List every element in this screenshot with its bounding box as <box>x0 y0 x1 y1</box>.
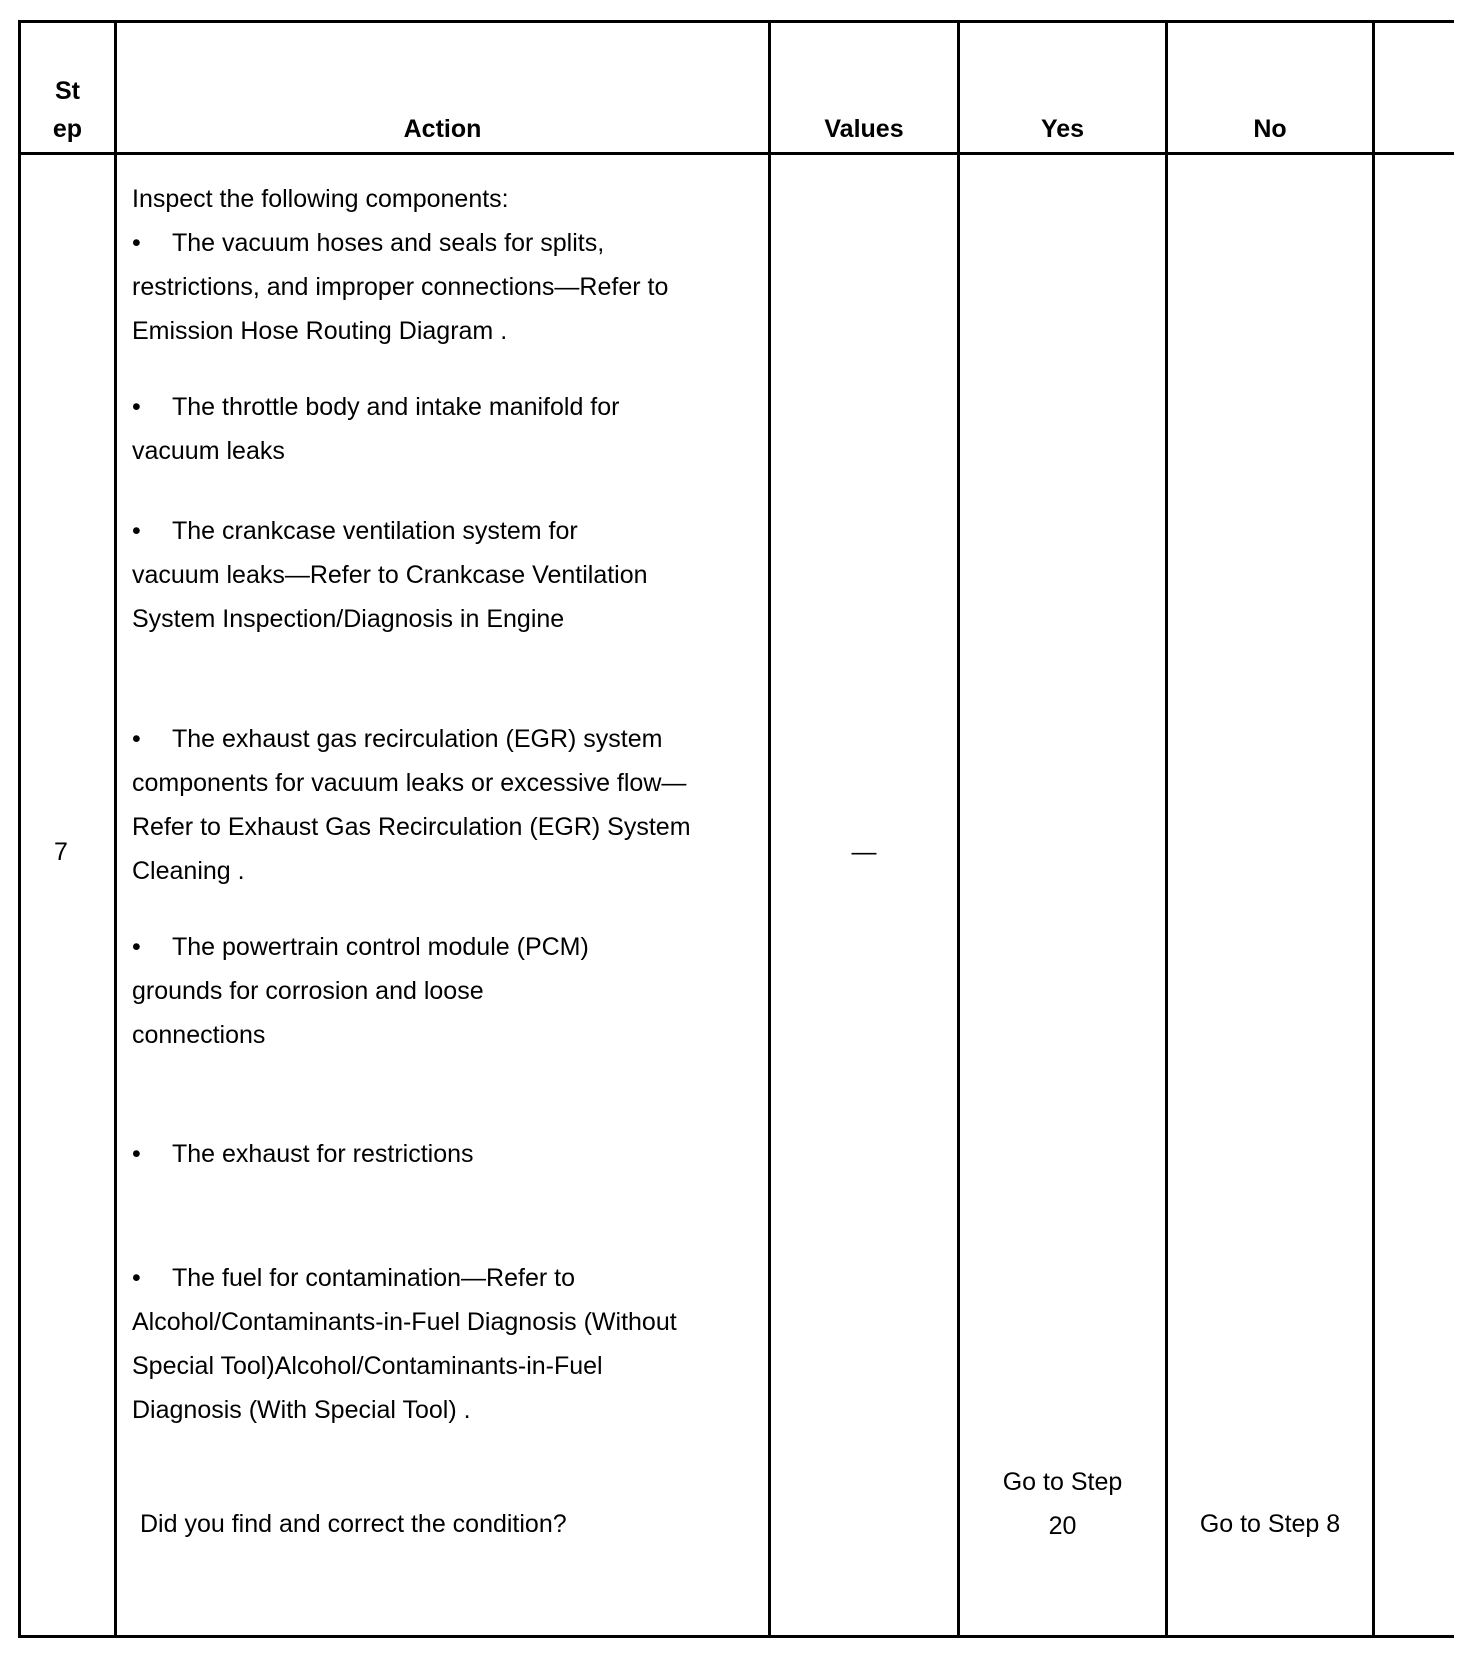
bullet-item-fuel-line4: Diagnosis (With Special Tool) . <box>132 1396 471 1424</box>
column-divider-values <box>957 20 960 1638</box>
bullet-item-throttle-line1: The throttle body and intake manifold for <box>172 393 620 421</box>
column-divider-step <box>114 20 117 1638</box>
bullet-item-pcm-line1: The powertrain control module (PCM) <box>172 933 589 961</box>
bullet-icon: • <box>132 933 141 961</box>
header-step <box>21 72 114 148</box>
bullet-item-pcm-line3: connections <box>132 1021 266 1049</box>
action-item-egr <box>132 717 762 893</box>
bullet-icon: • <box>132 1140 141 1168</box>
header-no: No <box>1253 115 1287 143</box>
column-divider-yes <box>1165 20 1168 1638</box>
column-divider-no <box>1372 20 1375 1638</box>
bullet-item-vacuum-hoses-line3: Emission Hose Routing Diagram . <box>132 317 508 345</box>
action-item-throttle <box>132 385 762 473</box>
header-divider <box>18 152 1454 155</box>
table-left-border <box>18 20 21 1638</box>
bullet-item-exhaust-line1: The exhaust for restrictions <box>172 1140 474 1168</box>
bullet-icon: • <box>132 725 141 753</box>
values-cell: — <box>851 838 877 866</box>
bullet-item-crankcase-line3: System Inspection/Diagnosis in Engine <box>132 605 565 633</box>
bullet-icon: • <box>132 517 141 545</box>
action-item-pcm <box>132 925 762 1057</box>
bullet-item-egr-line4: Cleaning . <box>132 857 245 885</box>
table-bottom-border <box>18 1635 1454 1638</box>
bullet-item-throttle-line2: vacuum leaks <box>132 437 285 465</box>
header-step-line2: ep <box>52 115 83 143</box>
action-item-fuel <box>132 1256 762 1432</box>
table-top-border <box>18 20 1454 23</box>
bullet-item-pcm-line2: grounds for corrosion and loose <box>132 977 484 1005</box>
bullet-item-egr-line2: components for vacuum leaks or excessive flow— <box>132 769 687 797</box>
action-item-crankcase <box>132 509 762 641</box>
yes-cell <box>960 1460 1165 1548</box>
bullet-item-fuel-line2: Alcohol/Contaminants-in-Fuel Diagnosis (Without <box>132 1308 677 1336</box>
yes-line2: 20 <box>1048 1512 1077 1540</box>
bullet-item-crankcase-line2: vacuum leaks—Refer to Crankcase Ventilation <box>132 561 648 589</box>
action-intro: Inspect the following components: <box>132 185 509 213</box>
column-divider-action <box>768 20 771 1638</box>
header-values: Values <box>824 115 904 143</box>
bullet-item-vacuum-hoses: • The vacuum hoses and seals for splits, <box>132 221 762 265</box>
bullet-item-fuel-line3: Special Tool)Alcohol/Contaminants-in-Fuel <box>132 1352 603 1380</box>
bullet-item-egr-line1: The exhaust gas recirculation (EGR) system <box>172 725 663 753</box>
bullet-item-fuel-line1: The fuel for contamination—Refer to <box>172 1264 575 1292</box>
action-item-exhaust <box>132 1132 762 1176</box>
bullet-icon: • <box>132 229 141 257</box>
header-action: Action <box>403 115 482 143</box>
bullet-item-crankcase-line1: The crankcase ventilation system for <box>172 517 578 545</box>
header-step-line1: St <box>55 77 80 105</box>
header-yes: Yes <box>1040 115 1085 143</box>
bullet-icon: • <box>132 393 141 421</box>
action-cell <box>132 177 762 353</box>
step-number: 7 <box>54 838 68 866</box>
yes-line1: Go to Step <box>1002 1468 1123 1496</box>
action-question: Did you find and correct the condition? <box>140 1510 567 1538</box>
bullet-item-egr-line3: Refer to Exhaust Gas Recirculation (EGR) System <box>132 813 691 841</box>
bullet-icon: • <box>132 1264 141 1292</box>
diagnostic-table <box>18 20 1454 1638</box>
bullet-item-vacuum-hoses-line2: restrictions, and improper connections—Refer to <box>132 273 669 301</box>
no-cell: Go to Step 8 <box>1199 1510 1341 1538</box>
